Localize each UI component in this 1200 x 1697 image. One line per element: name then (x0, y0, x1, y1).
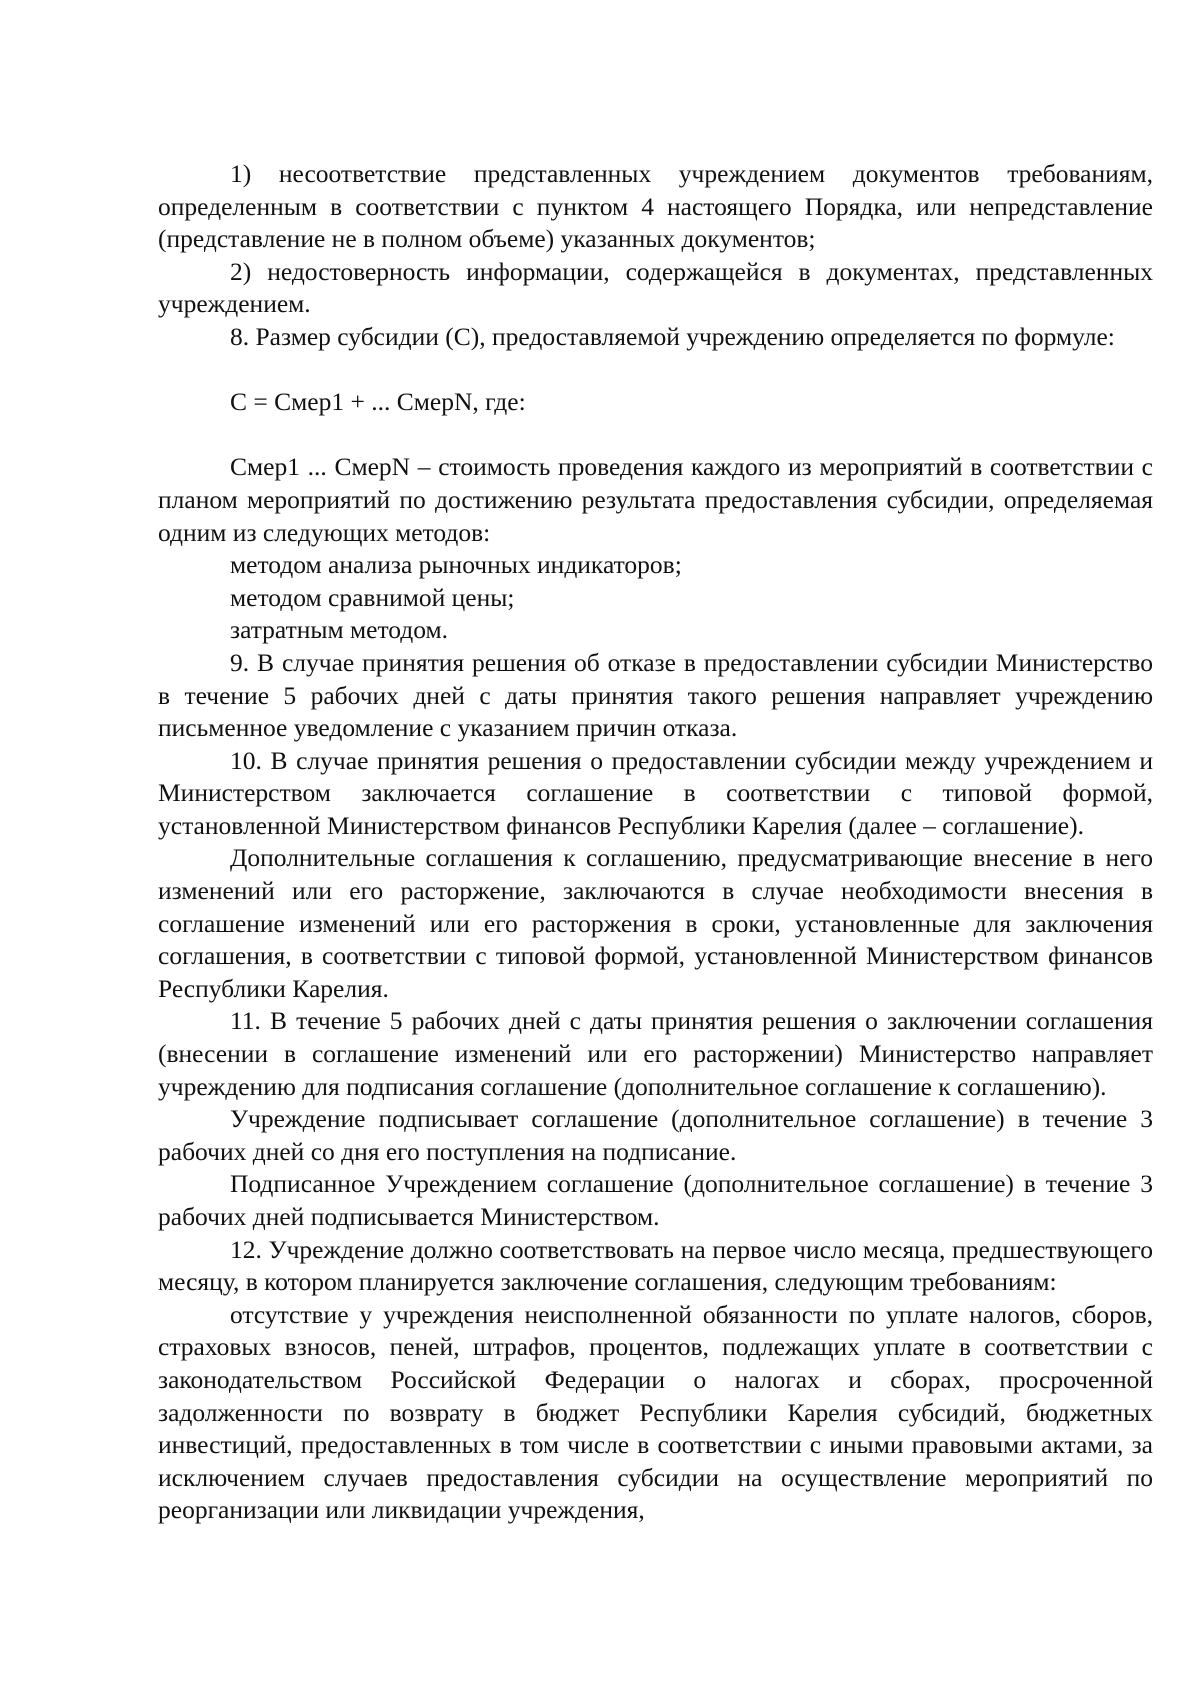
paragraph-additional-agreements: Дополнительные соглашения к соглашению, предусматривающие внесение в него изменений или его расторжение, заключаются в случае необходимости внесения в соглашение изменений или его расторжения в сроки, установленные для заключения соглашения, в соответствии с типовой формой, установленной Министерством финансов Республики Карелия. (158, 843, 1153, 1003)
method-comparable-price: методом сравнимой цены; (230, 582, 515, 612)
paragraph-9-refusal: 9. В случае принятия решения об отказе в предоставлении субсидии Министерство в течение 5 рабочих дней с даты принятия такого решения направляет учреждению письменное уведомление с указанием причин отказа. (158, 647, 1153, 743)
formula-explanation: Смер1 ... СмерN – стоимость проведения каждого из мероприятий в соответствии с планом мероприятий по достижению результата предоставления субсидии, определяемая одним из следующих методов: (158, 452, 1153, 547)
document-page (158, 158, 1153, 1527)
paragraph-item-2-unreliability: 2) недостоверность информации, содержащейся в документах, представленных учреждением. (158, 256, 1153, 319)
paragraph-11-sending-agreement: 11. В течение 5 рабочих дней с даты принятия решения о заключении соглашения (внесении в соглашение изменений или его расторжении) Министерство направляет учреждению для подписания соглашение (дополнительное соглашение к соглашению). (158, 1006, 1153, 1101)
paragraph-ministry-signs: Подписанное Учреждением соглашение (дополнительное соглашение) в течение 3 рабочих дней подписывается Министерством. (158, 1169, 1153, 1231)
formula: С = Смер1 + ... СмерN, где: (230, 387, 526, 417)
paragraph-10-agreement: 10. В случае принятия решения о предоставлении субсидии между учреждением и Министерством заключается соглашение в соответствии с типовой формой, установленной Министерством финансов Республики Карелия (далее – соглашение). (158, 745, 1153, 840)
paragraph-12-requirements: 12. Учреждение должно соответствовать на первое число месяца, предшествующего месяцу, в котором планируется заключение соглашения, следующим требованиям: (158, 1234, 1153, 1297)
paragraph-institution-signs: Учреждение подписывает соглашение (дополнительное соглашение) в течение 3 рабочих дней со дня его поступления на подписание. (158, 1104, 1153, 1166)
method-cost: затратным методом. (230, 615, 449, 645)
paragraph-item-1-noncompliance: 1) несоответствие представленных учреждением документов требованиям, определенным в соответствии с пунктом 4 настоящего Порядка, или непредставление (представление не в полном объеме) указанных документов; (158, 159, 1153, 254)
paragraph-8-subsidy-size: 8. Размер субсидии (С), предоставляемой учреждению определяется по формуле: (230, 321, 1115, 351)
requirement-no-debt: отсутствие у учреждения неисполненной обязанности по уплате налогов, сборов, страховых взносов, пеней, штрафов, процентов, подлежащих уплате в соответствии с законодательством Российской Федерации о налогах и сборах, просроченной задолженности по возврату в бюджет Республики Карелия субсидий, бюджетных инвестиций, предоставленных в том числе в соответствии с иными правовыми актами, за исключением случаев предоставления субсидии на осуществление мероприятий по реорганизации или ликвидации учреждения, (158, 1299, 1153, 1525)
method-market-indicators: методом анализа рыночных индикаторов; (230, 550, 682, 580)
